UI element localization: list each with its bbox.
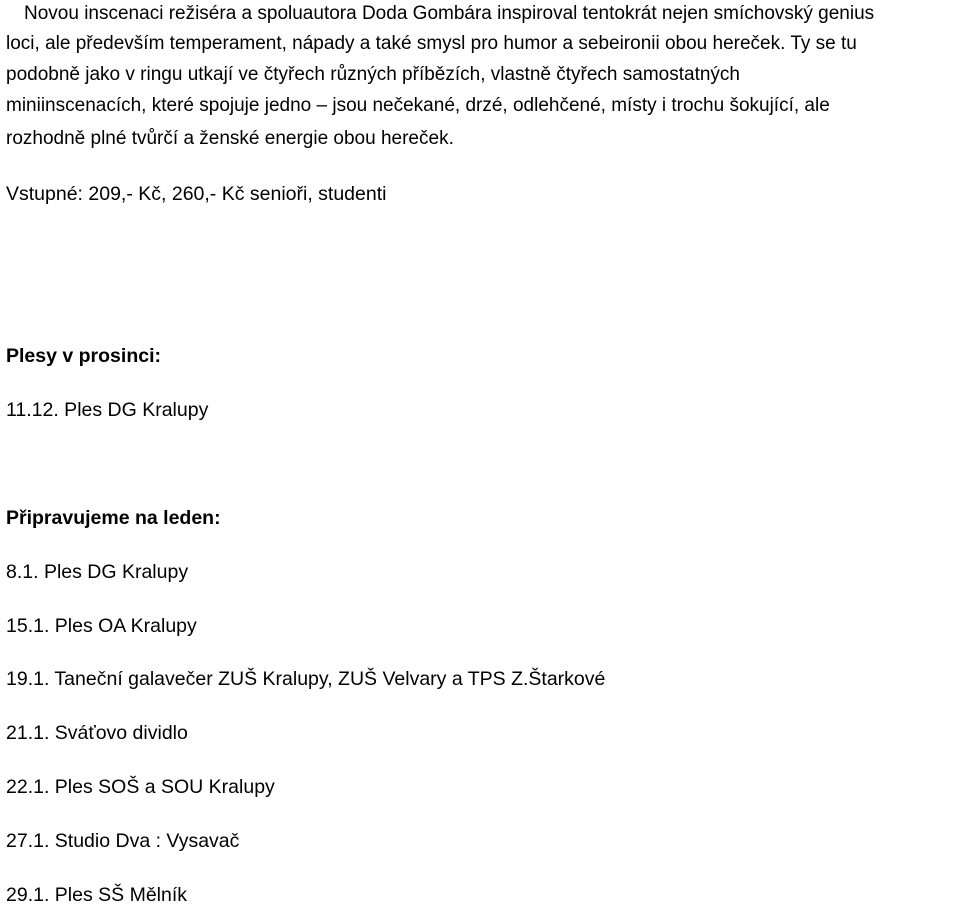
paragraph-line-3: podobně jako v ringu utkají ve čtyřech různých příbězích, vlastně čtyřech samostatných (6, 64, 740, 85)
january-item: 21.1. Sváťovo dividlo (6, 722, 188, 744)
january-item: 15.1. Ples OA Kralupy (6, 615, 197, 637)
january-item: 29.1. Ples SŠ Mělník (6, 884, 188, 906)
january-item: 22.1. Ples SOŠ a SOU Kralupy (6, 776, 275, 798)
paragraph-line-4: miniinscenacích, které spojuje jedno – jsou nečekané, drzé, odlehčené, místy i trochu šokující, ale (6, 95, 830, 116)
december-heading: Plesy v prosinci: (6, 345, 161, 367)
admission-text: Vstupné: 209,- Kč, 260,- Kč senioři, studenti (6, 183, 387, 205)
january-item: 27.1. Studio Dva : Vysavač (6, 830, 240, 852)
paragraph-line-5: rozhodně plné tvůrčí a ženské energie obou hereček. (6, 128, 454, 149)
december-item: 11.12. Ples DG Kralupy (6, 399, 209, 421)
paragraph-line-1: Novou inscenaci režiséra a spoluautora Doda Gombára inspiroval tentokrát nejen smíchovský genius (24, 3, 875, 24)
january-item: 8.1. Ples DG Kralupy (6, 561, 189, 583)
paragraph-line-2: loci, ale především temperament, nápady a také smysl pro humor a sebeironii obou hereček. Ty se tu (6, 33, 857, 54)
january-heading: Připravujeme na leden: (6, 507, 221, 529)
january-item: 19.1. Taneční galavečer ZUŠ Kralupy, ZUŠ Velvary a TPS Z.Štarkové (6, 668, 606, 690)
